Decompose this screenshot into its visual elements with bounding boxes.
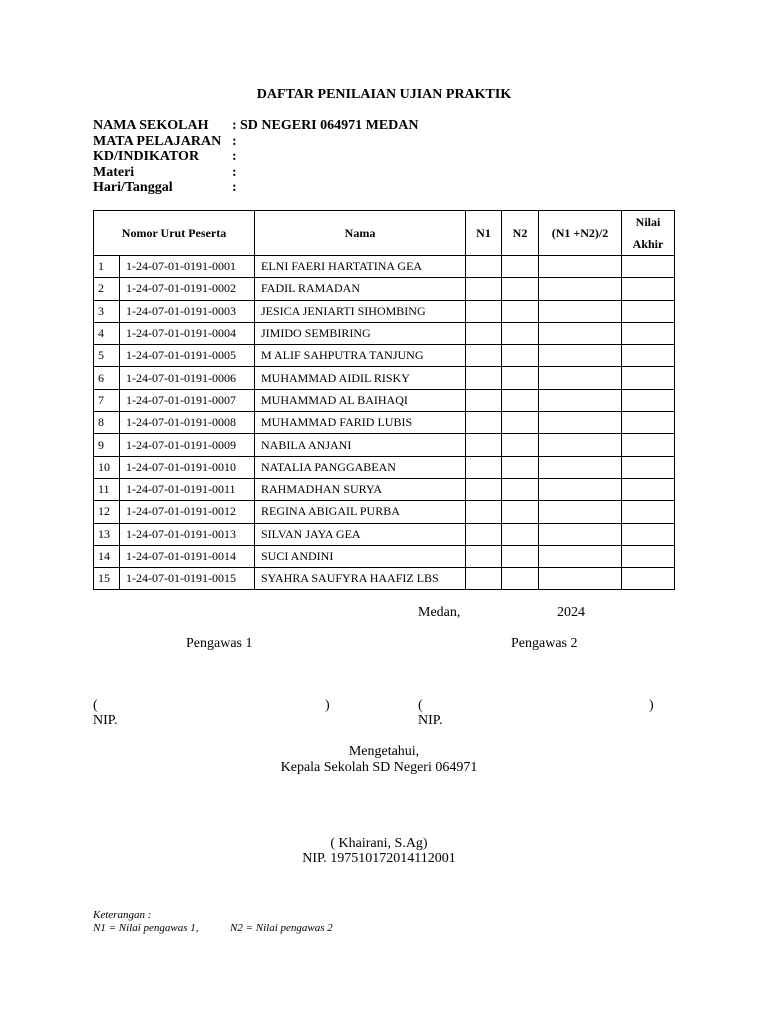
row-name: SYAHRA SAUFYRA HAAFIZ LBS: [255, 568, 466, 590]
row-final-score-cell: [622, 412, 675, 434]
table-row: [94, 523, 675, 545]
keterangan-n2: N2 = Nilai pengawas 2: [230, 922, 333, 934]
row-participant-number: 1-24-07-01-0191-0007: [120, 389, 255, 411]
row-n2-cell: [502, 545, 539, 567]
pengawas-2-label: Pengawas 2: [511, 636, 578, 651]
row-final-score-cell: [622, 389, 675, 411]
row-n2-cell: [502, 568, 539, 590]
row-n1-cell: [466, 278, 502, 300]
row-n1-cell: [466, 568, 502, 590]
table-row: [94, 278, 675, 300]
row-n2-cell: [502, 456, 539, 478]
header-n1: N1: [466, 211, 502, 256]
row-participant-number: 1-24-07-01-0191-0003: [120, 300, 255, 322]
table-body: [94, 256, 675, 590]
row-participant-number: 1-24-07-01-0191-0012: [120, 501, 255, 523]
table-row: [94, 256, 675, 278]
row-average-cell: [539, 523, 622, 545]
row-n2-cell: [502, 256, 539, 278]
row-participant-number: 1-24-07-01-0191-0006: [120, 367, 255, 389]
row-name: FADIL RAMADAN: [255, 278, 466, 300]
row-final-score-cell: [622, 523, 675, 545]
header-nomor: Nomor Urut Peserta: [94, 211, 255, 256]
row-average-cell: [539, 501, 622, 523]
info-label: KD/INDIKATOR: [93, 149, 200, 164]
signature-place: Medan,: [418, 605, 461, 620]
row-n2-cell: [502, 278, 539, 300]
info-label: Hari/Tanggal: [93, 180, 173, 195]
row-participant-number: 1-24-07-01-0191-0015: [120, 568, 255, 590]
table-row: [94, 367, 675, 389]
row-average-cell: [539, 345, 622, 367]
row-n1-cell: [466, 389, 502, 411]
keterangan-label: Keterangan :: [93, 909, 152, 921]
table-header-row: [94, 211, 675, 256]
row-final-score-cell: [622, 434, 675, 456]
row-n2-cell: [502, 501, 539, 523]
row-number: 1: [94, 256, 120, 278]
row-average-cell: [539, 456, 622, 478]
info-colon: :: [232, 118, 237, 133]
row-n1-cell: [466, 322, 502, 344]
pengawas-1-nip: NIP.: [93, 713, 118, 728]
row-name: NABILA ANJANI: [255, 434, 466, 456]
table-row: [94, 478, 675, 500]
table-row: [94, 412, 675, 434]
row-n2-cell: [502, 300, 539, 322]
table-row: [94, 545, 675, 567]
row-final-score-cell: [622, 278, 675, 300]
row-n1-cell: [466, 434, 502, 456]
table-row: [94, 568, 675, 590]
info-colon: :: [232, 180, 237, 195]
header-n2: N2: [502, 211, 539, 256]
row-number: 5: [94, 345, 120, 367]
row-name: SUCI ANDINI: [255, 545, 466, 567]
row-name: MUHAMMAD AL BAIHAQI: [255, 389, 466, 411]
row-participant-number: 1-24-07-01-0191-0010: [120, 456, 255, 478]
row-name: RAHMADHAN SURYA: [255, 478, 466, 500]
kepala-sekolah-title: Kepala Sekolah SD Negeri 064971: [280, 760, 478, 775]
row-n2-cell: [502, 389, 539, 411]
row-final-score-cell: [622, 300, 675, 322]
info-row-date: [93, 180, 419, 196]
row-name: NATALIA PANGGABEAN: [255, 456, 466, 478]
header-nama: Nama: [255, 211, 466, 256]
table-row: [94, 501, 675, 523]
table-row: [94, 322, 675, 344]
row-name: JIMIDO SEMBIRING: [255, 322, 466, 344]
info-value: SD NEGERI 064971 MEDAN: [240, 118, 419, 133]
row-average-cell: [539, 256, 622, 278]
row-n1-cell: [466, 501, 502, 523]
row-number: 15: [94, 568, 120, 590]
row-participant-number: 1-24-07-01-0191-0002: [120, 278, 255, 300]
score-table: [93, 210, 675, 590]
row-name: SILVAN JAYA GEA: [255, 523, 466, 545]
row-participant-number: 1-24-07-01-0191-0013: [120, 523, 255, 545]
row-name: JESICA JENIARTI SIHOMBING: [255, 300, 466, 322]
row-average-cell: [539, 367, 622, 389]
row-n1-cell: [466, 367, 502, 389]
row-average-cell: [539, 300, 622, 322]
row-average-cell: [539, 278, 622, 300]
info-row-indicator: [93, 149, 419, 165]
row-n1-cell: [466, 478, 502, 500]
row-average-cell: [539, 478, 622, 500]
info-row-subject: [93, 134, 419, 150]
row-number: 8: [94, 412, 120, 434]
row-participant-number: 1-24-07-01-0191-0009: [120, 434, 255, 456]
row-n1-cell: [466, 523, 502, 545]
row-n1-cell: [466, 256, 502, 278]
header-nilai-akhir-line1: Nilai: [635, 215, 661, 229]
page-title: DAFTAR PENILAIAN UJIAN PRAKTIK: [256, 87, 512, 102]
row-number: 7: [94, 389, 120, 411]
row-n2-cell: [502, 523, 539, 545]
row-final-score-cell: [622, 322, 675, 344]
row-name: REGINA ABIGAIL PURBA: [255, 501, 466, 523]
keterangan-n1: N1 = Nilai pengawas 1,: [93, 922, 199, 934]
row-n2-cell: [502, 478, 539, 500]
kepala-sekolah-name: ( Khairani, S.Ag): [330, 836, 428, 851]
row-average-cell: [539, 434, 622, 456]
row-average-cell: [539, 568, 622, 590]
signature-year: 2024: [557, 605, 585, 620]
row-participant-number: 1-24-07-01-0191-0001: [120, 256, 255, 278]
row-participant-number: 1-24-07-01-0191-0011: [120, 478, 255, 500]
row-number: 10: [94, 456, 120, 478]
row-participant-number: 1-24-07-01-0191-0004: [120, 322, 255, 344]
row-n1-cell: [466, 545, 502, 567]
row-average-cell: [539, 389, 622, 411]
row-n1-cell: [466, 300, 502, 322]
row-number: 2: [94, 278, 120, 300]
row-final-score-cell: [622, 478, 675, 500]
info-row-school: [93, 118, 419, 134]
table-row: [94, 345, 675, 367]
row-n2-cell: [502, 322, 539, 344]
header-nilai-akhir-line2: Akhir: [632, 237, 664, 251]
row-number: 12: [94, 501, 120, 523]
info-label: NAMA SEKOLAH: [93, 118, 209, 133]
table-row: [94, 300, 675, 322]
row-final-score-cell: [622, 256, 675, 278]
pengawas-1-close-paren: ): [325, 698, 330, 713]
info-label: Materi: [93, 164, 135, 180]
row-n1-cell: [466, 456, 502, 478]
row-number: 9: [94, 434, 120, 456]
info-colon: :: [232, 164, 237, 180]
header-nilai-akhir: [622, 211, 675, 256]
row-n1-cell: [466, 345, 502, 367]
row-participant-number: 1-24-07-01-0191-0008: [120, 412, 255, 434]
row-name: MUHAMMAD FARID LUBIS: [255, 412, 466, 434]
pengawas-1-label: Pengawas 1: [186, 636, 253, 651]
pengawas-2-open-paren: (: [418, 698, 423, 713]
header-average: (N1 +N2)/2: [539, 211, 622, 256]
row-number: 13: [94, 523, 120, 545]
table-row: [94, 389, 675, 411]
info-row-material: [93, 165, 419, 181]
row-name: M ALIF SAHPUTRA TANJUNG: [255, 345, 466, 367]
table-row: [94, 434, 675, 456]
info-colon: :: [232, 149, 237, 164]
row-final-score-cell: [622, 568, 675, 590]
row-number: 11: [94, 478, 120, 500]
pengawas-2-nip: NIP.: [418, 713, 443, 728]
row-number: 6: [94, 367, 120, 389]
row-participant-number: 1-24-07-01-0191-0005: [120, 345, 255, 367]
row-n1-cell: [466, 412, 502, 434]
row-name: MUHAMMAD AIDIL RISKY: [255, 367, 466, 389]
row-participant-number: 1-24-07-01-0191-0014: [120, 545, 255, 567]
row-final-score-cell: [622, 367, 675, 389]
row-number: 14: [94, 545, 120, 567]
row-n2-cell: [502, 345, 539, 367]
pengawas-2-close-paren: ): [649, 698, 654, 713]
row-number: 4: [94, 322, 120, 344]
mengetahui-label: Mengetahui,: [348, 744, 420, 759]
row-final-score-cell: [622, 456, 675, 478]
info-label: MATA PELAJARAN: [93, 133, 222, 149]
row-average-cell: [539, 322, 622, 344]
row-average-cell: [539, 545, 622, 567]
row-average-cell: [539, 412, 622, 434]
info-colon: :: [232, 133, 237, 149]
row-final-score-cell: [622, 345, 675, 367]
row-n2-cell: [502, 434, 539, 456]
pengawas-1-open-paren: (: [93, 698, 98, 713]
row-number: 3: [94, 300, 120, 322]
row-n2-cell: [502, 367, 539, 389]
row-n2-cell: [502, 412, 539, 434]
school-info: [93, 118, 419, 196]
kepala-sekolah-nip: NIP. 197510172014112001: [302, 851, 456, 866]
row-name: ELNI FAERI HARTATINA GEA: [255, 256, 466, 278]
row-final-score-cell: [622, 501, 675, 523]
row-final-score-cell: [622, 545, 675, 567]
table-row: [94, 456, 675, 478]
